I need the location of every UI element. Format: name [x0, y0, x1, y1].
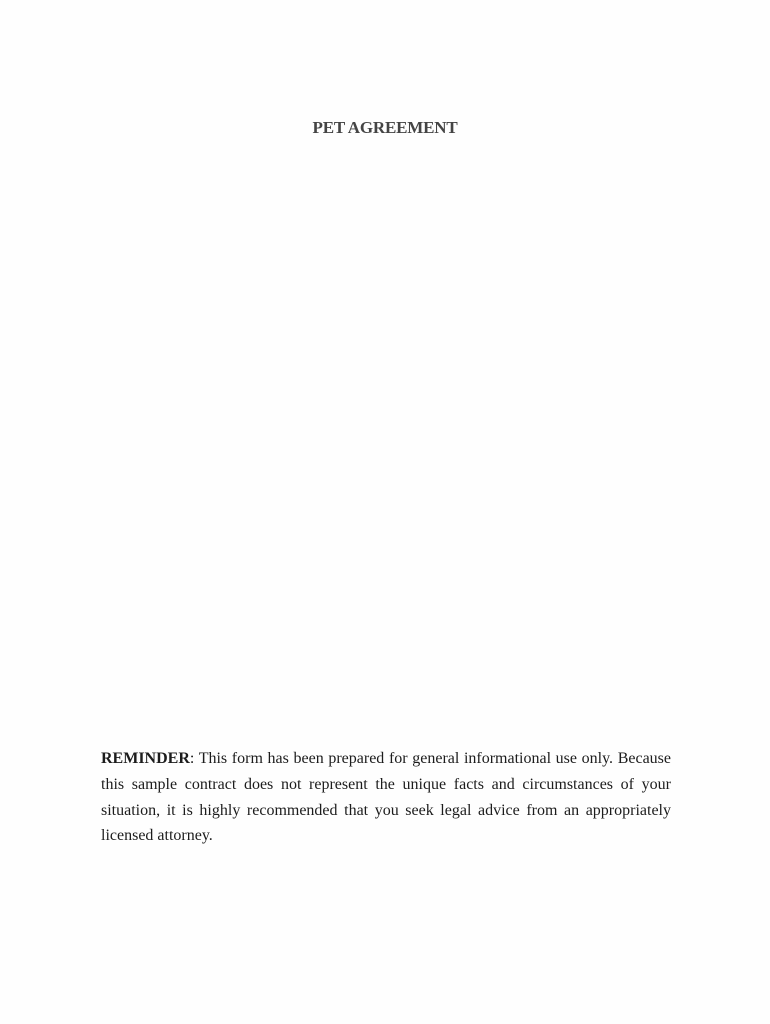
reminder-paragraph [101, 746, 671, 849]
reminder-label: REMINDER [101, 750, 190, 767]
reminder-separator: : [189, 750, 195, 767]
document-title: PET AGREEMENT [312, 118, 458, 137]
reminder-text: This form has been prepared for general informational use only. Because this sample contract does not represent the unique facts and circumstances of your situation, it is highly recommended that you seek legal advice from an appropriately licensed attorney. [101, 750, 671, 845]
